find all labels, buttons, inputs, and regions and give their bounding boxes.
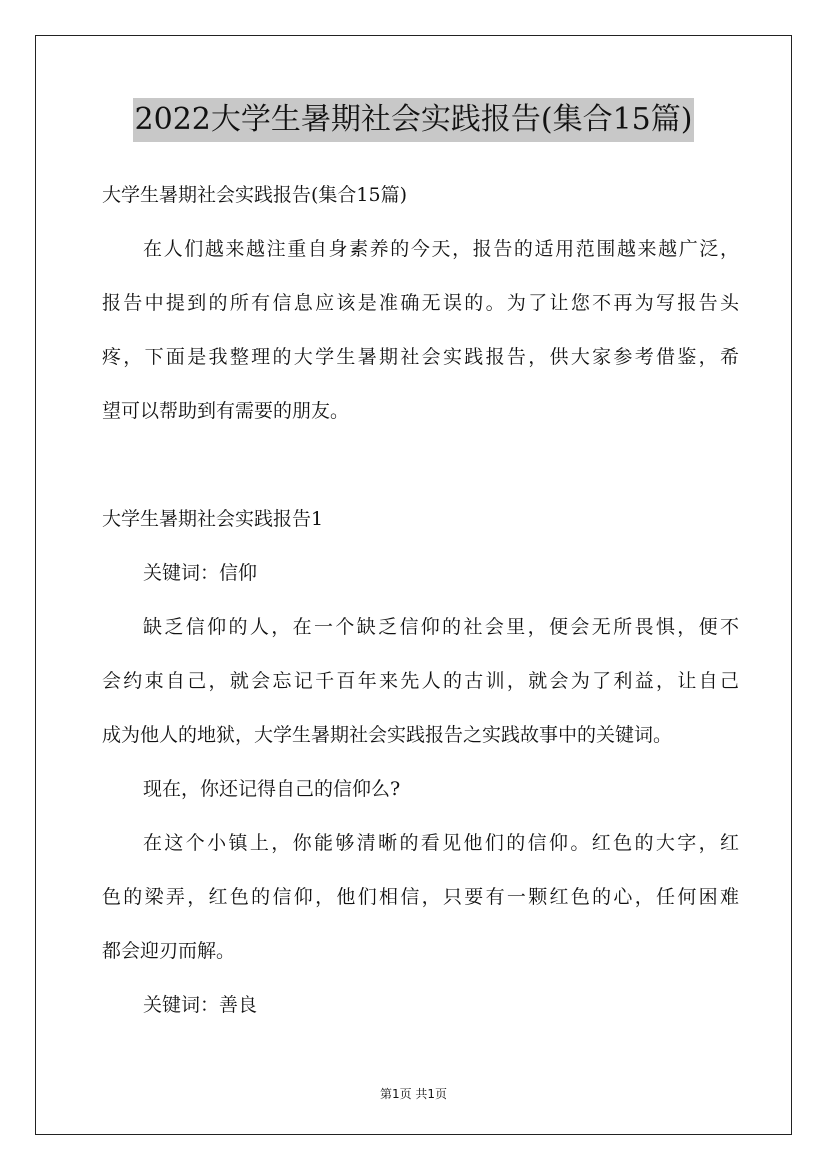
document-title: 2022大学生暑期社会实践报告(集合15篇)	[133, 98, 695, 142]
paragraph-2: 现在，你还记得自己的信仰么?	[143, 778, 401, 800]
page-footer: 第1页 共1页	[379, 1087, 448, 1101]
intro-line-4: 望可以帮助到有需要的朋友。	[102, 400, 350, 422]
section-heading: 大学生暑期社会实践报告1	[102, 508, 324, 530]
intro-line-2: 报告中提到的所有信息应该是准确无误的。为了让您不再为写报告头	[102, 292, 739, 314]
subtitle: 大学生暑期社会实践报告(集合15篇)	[102, 184, 408, 206]
paragraph-1-line-3: 成为他人的地狱，大学生暑期社会实践报告之实践故事中的关键词。	[102, 724, 673, 746]
keyword-kindness: 关键词：善良	[143, 994, 258, 1016]
paragraph-1-line-2: 会约束自己，就会忘记千百年来先人的古训，就会为了利益，让自己	[102, 670, 739, 692]
paragraph-1-line-1: 缺乏信仰的人，在一个缺乏信仰的社会里，便会无所畏惧，便不	[143, 616, 739, 638]
paragraph-3-line-2: 色的梁弄，红色的信仰，他们相信，只要有一颗红色的心，任何困难	[102, 886, 739, 908]
paragraph-3-line-1: 在这个小镇上，你能够清晰的看见他们的信仰。红色的大字，红	[143, 832, 739, 854]
intro-line-1: 在人们越来越注重自身素养的今天，报告的适用范围越来越广泛，	[143, 238, 739, 260]
intro-line-3: 疼，下面是我整理的大学生暑期社会实践报告，供大家参考借鉴，希	[102, 346, 739, 368]
paragraph-3-line-3: 都会迎刃而解。	[102, 940, 236, 962]
keyword-faith: 关键词：信仰	[143, 562, 258, 584]
title-container	[0, 98, 827, 142]
